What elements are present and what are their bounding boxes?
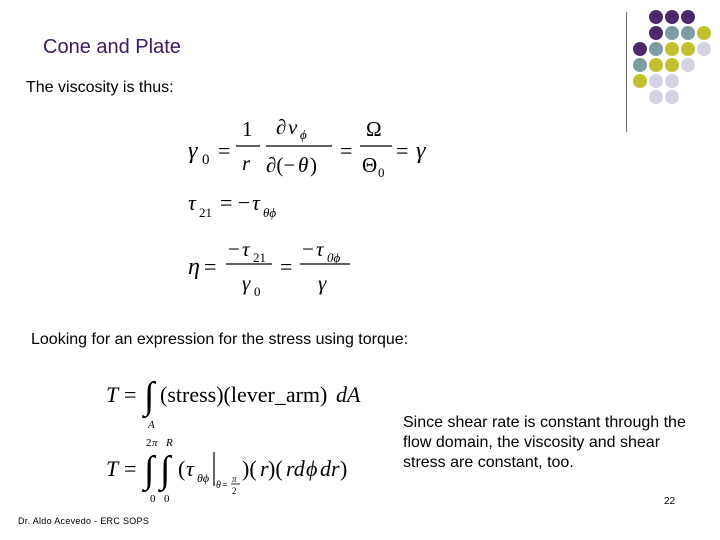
svg-text:= −: = − bbox=[220, 190, 251, 215]
decoration-dot bbox=[697, 42, 711, 56]
svg-text:τ: τ bbox=[252, 190, 260, 215]
svg-text:τ: τ bbox=[188, 190, 196, 215]
svg-text:21: 21 bbox=[199, 205, 212, 220]
svg-text:T: T bbox=[106, 456, 119, 481]
svg-text:=: = bbox=[124, 382, 137, 407]
svg-text:=: = bbox=[396, 138, 409, 163]
svg-text:0: 0 bbox=[150, 493, 156, 505]
decoration-dot bbox=[649, 26, 663, 40]
svg-text:=: = bbox=[124, 456, 137, 481]
slide-title: Cone and Plate bbox=[43, 36, 181, 58]
decoration-dot bbox=[649, 10, 663, 24]
svg-text:v: v bbox=[288, 115, 298, 139]
dot-grid-decoration bbox=[630, 8, 720, 120]
svg-text:21: 21 bbox=[253, 250, 266, 265]
svg-text:=: = bbox=[222, 480, 228, 491]
svg-text:=: = bbox=[280, 254, 293, 279]
decoration-dot bbox=[633, 74, 647, 88]
svg-text:2: 2 bbox=[232, 486, 237, 496]
svg-text:2: 2 bbox=[146, 437, 152, 449]
svg-text:): ) bbox=[340, 456, 348, 481]
svg-text:Θ: Θ bbox=[362, 153, 378, 177]
svg-text:)(: )( bbox=[268, 456, 283, 481]
shear-rate-equation bbox=[180, 112, 430, 184]
decoration-dot bbox=[665, 42, 679, 56]
decoration-dot bbox=[681, 10, 695, 24]
svg-text:0: 0 bbox=[378, 165, 385, 180]
svg-text:∫: ∫ bbox=[144, 375, 155, 417]
svg-text:dA: dA bbox=[336, 382, 361, 407]
decoration-dot bbox=[665, 74, 679, 88]
torque-integral-equation bbox=[104, 436, 374, 506]
decoration-dot bbox=[665, 58, 679, 72]
svg-text:0: 0 bbox=[202, 152, 210, 168]
decoration-dot bbox=[633, 42, 647, 56]
decoration-dot bbox=[649, 58, 663, 72]
svg-text:T: T bbox=[106, 382, 119, 407]
svg-text:τ: τ bbox=[316, 237, 324, 261]
svg-text:0: 0 bbox=[164, 493, 170, 505]
decoration-dot bbox=[681, 42, 695, 56]
svg-text:1: 1 bbox=[242, 117, 253, 141]
svg-text:(stress)(lever_arm): (stress)(lever_arm) bbox=[160, 382, 328, 407]
svg-text:θϕ: θϕ bbox=[197, 471, 210, 485]
svg-text:−: − bbox=[302, 237, 314, 261]
decoration-dot bbox=[633, 58, 647, 72]
decoration-dot bbox=[697, 26, 711, 40]
svg-text:η: η bbox=[188, 254, 200, 280]
svg-text:γ: γ bbox=[242, 271, 251, 295]
svg-text:∂: ∂ bbox=[276, 115, 287, 139]
page-number: 22 bbox=[664, 496, 676, 507]
svg-text:τ: τ bbox=[186, 456, 194, 481]
svg-text:ϕ: ϕ bbox=[300, 127, 307, 142]
svg-text:θ: θ bbox=[298, 153, 309, 177]
decoration-dot bbox=[665, 10, 679, 24]
decoration-dot bbox=[681, 58, 695, 72]
svg-text:ϕ: ϕ bbox=[306, 456, 318, 481]
svg-text:): ) bbox=[310, 153, 317, 177]
svg-text:∂(−: ∂(− bbox=[266, 153, 296, 177]
intro-text: The viscosity is thus: bbox=[26, 79, 174, 96]
svg-text:(: ( bbox=[178, 456, 186, 481]
svg-text:=: = bbox=[204, 254, 217, 279]
svg-text:θ: θ bbox=[216, 480, 221, 491]
svg-text:=: = bbox=[340, 138, 353, 163]
decoration-dot bbox=[649, 42, 663, 56]
footer-author: Dr. Aldo Acevedo - ERC SOPS bbox=[18, 516, 150, 526]
svg-text:τ: τ bbox=[242, 237, 250, 261]
svg-text:Ω: Ω bbox=[366, 117, 382, 141]
svg-text:∫: ∫ bbox=[160, 449, 171, 491]
svg-text:R: R bbox=[166, 437, 173, 449]
svg-text:r: r bbox=[260, 456, 269, 481]
svg-text:)(: )( bbox=[242, 456, 257, 481]
svg-text:γ: γ bbox=[318, 271, 327, 295]
svg-text:0ϕ: 0ϕ bbox=[327, 250, 341, 265]
svg-text:A: A bbox=[148, 419, 155, 430]
decoration-dot bbox=[681, 26, 695, 40]
torque-definition-equation bbox=[104, 370, 374, 430]
svg-text:π: π bbox=[152, 437, 158, 449]
viscosity-equation bbox=[186, 232, 376, 302]
svg-text:γ: γ bbox=[416, 138, 426, 164]
svg-text:=: = bbox=[218, 138, 231, 163]
svg-text:π: π bbox=[232, 474, 237, 484]
stress-equation bbox=[186, 190, 296, 226]
decoration-dot bbox=[665, 26, 679, 40]
shear-rate-note: Since shear rate is constant through the flow domain, the viscosity and shear stress are constant, too. bbox=[403, 414, 686, 471]
decoration-dot bbox=[649, 74, 663, 88]
svg-text:r: r bbox=[242, 151, 251, 175]
svg-text:−: − bbox=[228, 237, 240, 261]
vertical-divider bbox=[626, 12, 627, 132]
torque-intro-text: Looking for an expression for the stress using torque: bbox=[31, 331, 409, 348]
svg-text:rd: rd bbox=[286, 456, 305, 481]
svg-text:γ: γ bbox=[188, 138, 198, 164]
svg-text:0: 0 bbox=[254, 284, 261, 299]
svg-text:∫: ∫ bbox=[144, 449, 155, 491]
svg-text:θϕ: θϕ bbox=[263, 205, 277, 220]
svg-text:dr: dr bbox=[320, 456, 340, 481]
decoration-dot bbox=[649, 90, 663, 104]
decoration-dot bbox=[665, 90, 679, 104]
